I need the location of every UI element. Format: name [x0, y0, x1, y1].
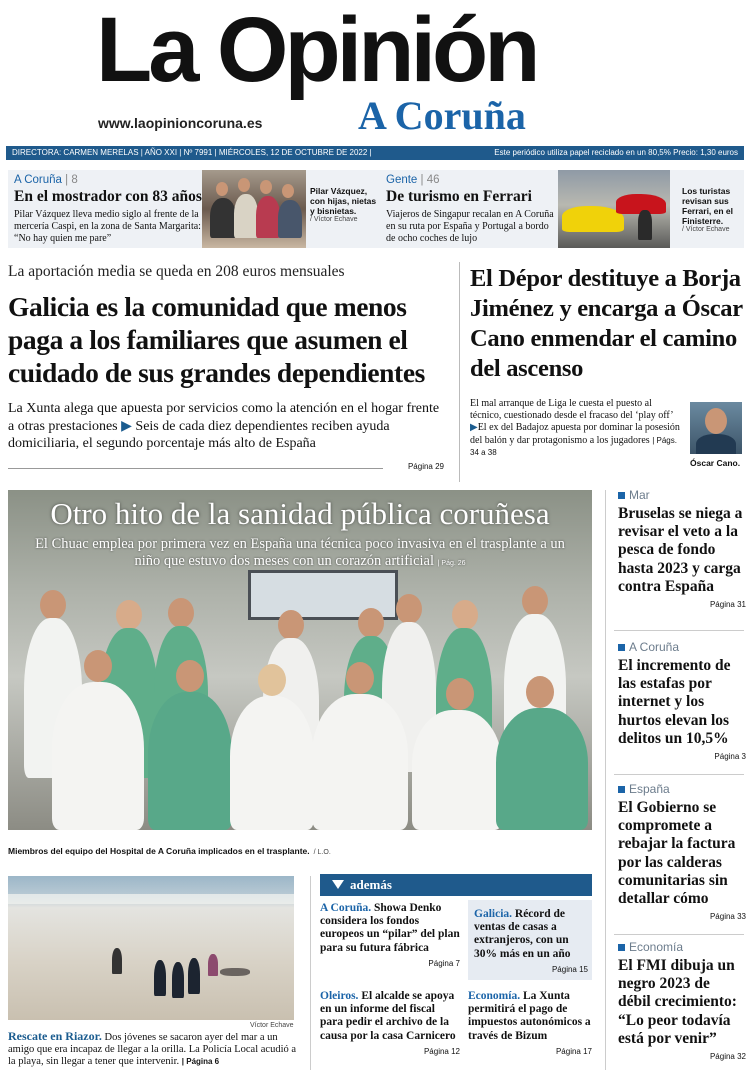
- brief-economia[interactable]: Economía. La Xunta permitirá el pago de impuestos autonómicos a través de Bizum Página 17: [468, 990, 592, 1056]
- rescue-story[interactable]: [8, 1030, 298, 1068]
- brief-galicia[interactable]: Galicia. Récord de ventas de casas a extranjeros, con un 30% más en un año Página 15: [474, 908, 588, 974]
- teaser-text: Viajeros de Singapur recalan en A Coruña en su ruta por España y Portugal a bordo de ocho coches de lujo: [386, 209, 554, 244]
- teaser-photo-ferrari: [558, 170, 670, 248]
- teaser-photo-credit: / Víctor Echave: [310, 216, 358, 223]
- teaser-headline: En el mostrador con 83 años: [14, 188, 202, 205]
- teaser-photo-credit: / Víctor Echave: [682, 226, 730, 233]
- masthead-title: La Opinión: [96, 0, 537, 101]
- rescue-title: Rescate en Riazor.: [8, 1029, 102, 1043]
- teaser-photo-caption: Pilar Vázquez, con hijas, nietas y bisnietas.: [310, 186, 377, 216]
- rescue-photo: [8, 876, 294, 1020]
- right-story-section: Economía: [618, 940, 746, 954]
- masthead-url[interactable]: www.laopinioncoruna.es: [98, 115, 263, 131]
- hero-caption: Miembros del equipo del Hospital de A Coruña implicados en el trasplante.: [8, 846, 310, 856]
- teaser-section: Gente | 46: [386, 174, 440, 186]
- teaser-gente[interactable]: [380, 170, 744, 248]
- rescue-credit: Víctor Echave: [250, 1022, 294, 1029]
- teaser-photo-family: [202, 170, 306, 248]
- right-story-headline: El Gobierno se compromete a rebajar la factura por las calderas comunitarias sin detallar cómo: [618, 799, 736, 908]
- right-story-espana[interactable]: [618, 782, 746, 921]
- lead-page: Página 29: [407, 462, 444, 471]
- side-photo-oscar-cano: [690, 402, 742, 454]
- rescue-text: Dos jóvenes se sacaron ayer del mar a un amigo que era incapaz de llegar a la orilla. La Policía Local acudió a la playa, sin llegar a tener que intervenir.: [8, 1032, 297, 1067]
- brief-oleiros[interactable]: Oleiros. El alcalde se apoya en un informe del fiscal para pedir el archivo de la causa por la casa Carnicero Página 12: [320, 990, 460, 1056]
- right-story-headline: El incremento de las estafas por internet y los hurtos elevan los delitos un 10,5%: [618, 657, 731, 747]
- rescue-page: | Página 6: [181, 1057, 220, 1066]
- info-bar: [6, 146, 744, 160]
- side-summary: El mal arranque de Liga le cuesta el puesto al técnico, cuestionado desde el fracaso del ‘play off’ ▶El ex del Badajoz apuesta por dominar la posesión del balón y dar protagonismo a los jugadores | Págs. 34 a 38: [470, 398, 680, 457]
- right-story-page: Página 3: [714, 752, 746, 762]
- right-story-headline: Bruselas se niega a revisar el veto a la pesca de fondo hasta 2023 y carga contra España: [618, 505, 743, 595]
- right-story-section: A Coruña: [618, 640, 746, 654]
- side-headline[interactable]: El Dépor destituye a Borja Jiménez y encarga a Óscar Cano enmendar el camino del ascenso: [470, 265, 743, 382]
- right-story-headline: El FMI dibuja un negro 2023 de débil crecimiento: “Lo peor todavía está por venir”: [618, 957, 737, 1047]
- right-story-economia[interactable]: [618, 940, 746, 1061]
- info-bar-right: Este periódico utiliza papel reciclado en un 80,5% Precio: 1,30 euros: [494, 148, 738, 157]
- right-story-page: Página 32: [709, 1052, 746, 1062]
- teaser-section: A Coruña | 8: [14, 174, 78, 186]
- lead-headline[interactable]: Galicia es la comunidad que menos paga a los familiares que asumen el cuidado de sus grandes dependientes: [8, 291, 425, 388]
- right-story-page: Página 33: [709, 912, 746, 922]
- lead-summary: La Xunta alega que apuesta por servicios como la atención en el hogar frente a otras prestaciones ▶ Seis de cada diez dependientes reciben ayuda domiciliaria, el segundo porcentaje más alto de España: [8, 401, 440, 451]
- lead-kicker: La aportación media se queda en 208 euros mensuales: [8, 263, 345, 280]
- teaser-coruna[interactable]: [8, 170, 382, 248]
- hero-credit: / L.O.: [313, 849, 331, 856]
- right-story-page: Página 31: [709, 600, 746, 610]
- hero-caption-row: [8, 841, 598, 859]
- side-photo-caption: Óscar Cano.: [690, 458, 741, 468]
- hero-title[interactable]: Otro hito de la sanidad pública coruñesa: [50, 496, 550, 531]
- masthead-city: A Coruña: [358, 93, 526, 138]
- brief-coruna[interactable]: A Coruña. Showa Denko considera los fondos europeos un “pilar” del plan para su futura fábrica Página 7: [320, 902, 460, 968]
- info-bar-left: DIRECTORA: CARMEN MERELAS | AÑO XXI | Nº 7991 | MIÉRCOLES, 12 DE OCTUBRE DE 2022 |: [12, 148, 372, 157]
- teaser-text: Pilar Vázquez lleva medio siglo al frente de la mercería Caspi, en la zona de Santa Margarita: “No hay quien me pare”: [14, 209, 201, 244]
- ademas-header: además: [320, 874, 592, 896]
- right-story-mar[interactable]: [618, 488, 746, 609]
- right-story-coruna[interactable]: [618, 640, 746, 761]
- right-story-section: España: [618, 782, 746, 796]
- hero-subtitle: El Chuac emplea por primera vez en España una técnica poco invasiva en el trasplante a un niño que estuvo dos meses con un corazón artificial | Pág. 26: [35, 536, 565, 569]
- right-story-section: Mar: [618, 488, 746, 502]
- teaser-photo-caption: Los turistas revisan sus Ferrari, en el Finisterre.: [682, 186, 734, 226]
- teaser-headline: De turismo en Ferrari: [386, 188, 532, 205]
